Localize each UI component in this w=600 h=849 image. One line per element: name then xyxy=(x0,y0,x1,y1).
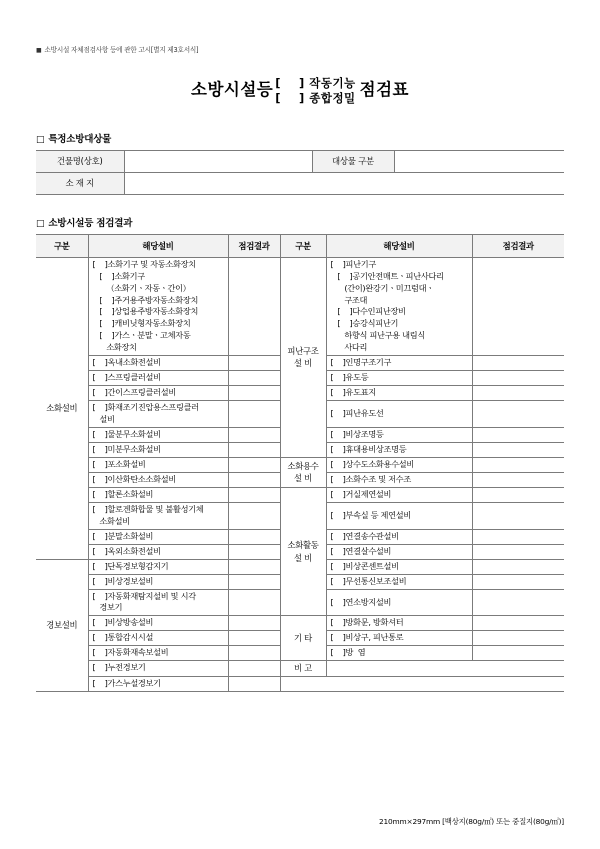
result-cell-left[interactable] xyxy=(228,442,280,457)
equipment-cell-left[interactable] xyxy=(88,589,228,616)
category-cell-right xyxy=(280,661,326,676)
category-line: 피난구조 xyxy=(287,346,319,357)
category-line: 설 비 xyxy=(294,358,312,369)
title-suffix: 점검표 xyxy=(359,80,409,99)
result-cell-left[interactable] xyxy=(228,257,280,355)
equipment-line: [ ]포소화설비 xyxy=(92,458,146,469)
equipment-line: [ ]유도등 xyxy=(330,372,369,383)
equipment-line: [ ]캐비닛형자동소화장치 xyxy=(92,318,191,329)
table-row xyxy=(36,487,564,502)
equipment-cell-right[interactable] xyxy=(326,529,472,544)
equipment-line: [ ]옥외소화전설비 xyxy=(92,545,161,556)
equipment-line: [ ]비상콘센트설비 xyxy=(330,560,399,571)
equipment-cell-right[interactable] xyxy=(326,442,472,457)
equipment-cell-right[interactable] xyxy=(326,401,472,428)
result-cell-left[interactable] xyxy=(228,487,280,502)
equipment-cell-left[interactable] xyxy=(88,502,228,529)
equipment-cell-left[interactable] xyxy=(88,574,228,589)
equipment-line: [ ]거실제연설비 xyxy=(330,488,392,499)
equipment-line: [ ]승강식피난기 xyxy=(330,318,399,329)
result-cell-right[interactable] xyxy=(472,574,564,589)
equipment-line: [ ]단독경보형감지기 xyxy=(92,560,169,571)
result-cell-left[interactable] xyxy=(228,457,280,472)
equipment-line: [ ]누전경보기 xyxy=(92,662,146,673)
equipment-line: [ ]피난유도선 xyxy=(330,407,384,418)
equipment-cell-left[interactable] xyxy=(88,442,228,457)
equipment-line: 소화장치 xyxy=(92,342,137,353)
equipment-line: [ ]부속실 등 제연설비 xyxy=(330,509,411,520)
result-cell-right[interactable] xyxy=(472,646,564,661)
equipment-cell-left[interactable] xyxy=(88,457,228,472)
equipment-line: [ ]간이스프링클러설비 xyxy=(92,387,176,398)
result-cell-left[interactable] xyxy=(228,472,280,487)
equipment-line: [ ]가스누설경보기 xyxy=(92,677,161,688)
inspection-result-table xyxy=(36,234,564,692)
target-building-table xyxy=(36,150,564,195)
section-heading-inspection-result xyxy=(36,215,564,229)
equipment-line: 경보기 xyxy=(92,602,123,613)
result-cell-right[interactable] xyxy=(472,457,564,472)
equipment-cell-left[interactable] xyxy=(88,356,228,371)
equipment-line: [ ]공기안전매트ㆍ피난사다리 xyxy=(330,270,444,281)
equipment-cell-right[interactable] xyxy=(326,544,472,559)
inspection-result-body xyxy=(36,257,564,691)
equipment-line: [ ]분말소화설비 xyxy=(92,530,154,541)
result-cell-right[interactable] xyxy=(472,544,564,559)
equipment-line: [ ]할론소화설비 xyxy=(92,488,154,499)
equipment-line: [ ]연소방지설비 xyxy=(330,596,392,607)
title-option-comprehensive: [ ] 종합정밀 xyxy=(275,90,356,105)
equipment-cell-left[interactable] xyxy=(88,661,228,676)
equipment-line: [ ]무선통신보조설비 xyxy=(330,575,407,586)
col-header-equipment-left: 해당설비 xyxy=(88,234,228,257)
equipment-cell-right[interactable] xyxy=(326,589,472,616)
table-header-row xyxy=(36,234,564,257)
equipment-line: [ ]연결송수관설비 xyxy=(330,530,399,541)
table-row xyxy=(36,616,564,631)
result-cell-left[interactable] xyxy=(228,574,280,589)
result-cell-left[interactable] xyxy=(228,427,280,442)
equipment-cell-right[interactable] xyxy=(326,502,472,529)
table-row xyxy=(36,150,564,172)
table-row xyxy=(36,172,564,194)
equipment-line: [ ]자동화재탐지설비 및 시각 xyxy=(92,590,196,601)
result-cell-left[interactable] xyxy=(228,559,280,574)
equipment-line: [ ]상수도소화용수설비 xyxy=(330,458,414,469)
equipment-line: 설비 xyxy=(92,413,115,424)
equipment-cell-left[interactable] xyxy=(88,472,228,487)
equipment-line: [ ]옥내소화전설비 xyxy=(92,357,161,368)
equipment-line: [ ]주거용주방자동소화장치 xyxy=(92,294,199,305)
building-name-value[interactable] xyxy=(124,150,312,172)
equipment-line: [ ]화재조기진압용스프링클러 xyxy=(92,402,199,412)
result-cell-right[interactable] xyxy=(472,386,564,401)
category-cell-left: 경보설비 xyxy=(36,559,88,691)
equipment-cell-left[interactable] xyxy=(88,386,228,401)
equipment-cell-right[interactable] xyxy=(326,371,472,386)
equipment-line: [ ]휴대용비상조명등 xyxy=(330,443,407,454)
address-value[interactable] xyxy=(124,172,564,194)
result-cell-left[interactable] xyxy=(228,502,280,529)
result-cell-right[interactable] xyxy=(472,257,564,355)
equipment-cell-right[interactable] xyxy=(326,257,472,355)
result-cell-left[interactable] xyxy=(228,646,280,661)
equipment-cell-right[interactable] xyxy=(326,472,472,487)
category-line: 설 비 xyxy=(294,473,312,484)
equipment-line: [ ]소화기구 및 자동소화장치 xyxy=(92,258,196,269)
remarks-cell[interactable] xyxy=(326,661,564,676)
table-row xyxy=(36,257,564,355)
equipment-line: 소화설비 xyxy=(92,515,130,526)
result-cell-right[interactable] xyxy=(472,529,564,544)
equipment-cell-left[interactable] xyxy=(88,544,228,559)
result-cell-right[interactable] xyxy=(472,589,564,616)
square-outline-icon: □ xyxy=(36,134,45,145)
equipment-line: [ ]비상경보설비 xyxy=(92,575,154,586)
equipment-line: （소화기ㆍ자동ㆍ간이） xyxy=(92,282,191,293)
result-cell-left[interactable] xyxy=(228,616,280,631)
equipment-line: [ ]자동화재속보설비 xyxy=(92,647,169,658)
table-row xyxy=(36,661,564,676)
category-line: 기 타 xyxy=(294,633,312,644)
equipment-line: [ ]비상방송설비 xyxy=(92,617,154,628)
result-cell-right[interactable] xyxy=(472,356,564,371)
equipment-line: [ ]상업용주방자동소화장치 xyxy=(92,306,199,317)
result-cell-right[interactable] xyxy=(472,427,564,442)
category-line: 설 비 xyxy=(294,552,312,563)
equipment-line: [ ]스프링클러설비 xyxy=(92,372,161,383)
result-cell-right[interactable] xyxy=(472,371,564,386)
equipment-line: [ ]비상조명등 xyxy=(330,428,384,439)
category-line: 소화용수 xyxy=(287,461,319,472)
result-cell-left[interactable] xyxy=(228,529,280,544)
result-cell-left[interactable] xyxy=(228,356,280,371)
result-cell-right[interactable] xyxy=(472,487,564,502)
equipment-cell-left[interactable] xyxy=(88,529,228,544)
equipment-cell-right[interactable] xyxy=(326,631,472,646)
result-cell-right[interactable] xyxy=(472,401,564,428)
equipment-line: (간이)완강기ㆍ미끄럼대ㆍ xyxy=(330,282,434,293)
equipment-cell-right[interactable] xyxy=(326,616,472,631)
building-type-label: 대상물 구분 xyxy=(312,150,394,172)
equipment-line: [ ]비상구, 피난통로 xyxy=(330,632,404,643)
equipment-cell-right[interactable] xyxy=(326,356,472,371)
category-cell-left: 소화설비 xyxy=(36,257,88,559)
category-cell-right xyxy=(280,616,326,661)
section1-heading-text: 특정소방대상물 xyxy=(48,133,112,145)
col-header-result-right: 점검결과 xyxy=(472,234,564,257)
square-outline-icon: □ xyxy=(36,218,45,229)
equipment-line: [ ]소화기구 xyxy=(92,270,145,281)
equipment-cell-left[interactable] xyxy=(88,371,228,386)
equipment-line: 사다리 xyxy=(330,342,368,353)
equipment-line: 구조대 xyxy=(330,294,368,305)
title-checkbox-group xyxy=(275,76,355,105)
equipment-line: [ ]소화수조 및 저수조 xyxy=(330,473,411,484)
result-cell-left[interactable] xyxy=(228,386,280,401)
equipment-cell-left[interactable] xyxy=(88,631,228,646)
result-cell-left[interactable] xyxy=(228,631,280,646)
col-header-result-left: 점검결과 xyxy=(228,234,280,257)
result-cell-left[interactable] xyxy=(228,676,280,691)
equipment-cell-right[interactable] xyxy=(326,386,472,401)
form-reference-note xyxy=(36,44,564,54)
equipment-cell-left[interactable] xyxy=(88,616,228,631)
result-cell-right[interactable] xyxy=(472,472,564,487)
section-heading-target-building xyxy=(36,131,564,145)
result-cell-right[interactable] xyxy=(472,442,564,457)
table-row xyxy=(36,676,564,691)
equipment-line: [ ]물분무소화설비 xyxy=(92,428,161,439)
paper-spec-note: 210mm×297mm [백상지(80g/㎡) 또는 중질지(80g/㎡)] xyxy=(378,817,564,826)
equipment-line: [ ]가스ㆍ분말ㆍ고체자동 xyxy=(92,330,191,341)
table-row xyxy=(36,457,564,472)
equipment-line: [ ]다수인피난장비 xyxy=(330,306,406,317)
equipment-cell-left[interactable] xyxy=(88,427,228,442)
result-cell-left[interactable] xyxy=(228,589,280,616)
category-line: 소화활동 xyxy=(287,540,319,551)
col-header-category-right: 구분 xyxy=(280,234,326,257)
equipment-cell-right[interactable] xyxy=(326,427,472,442)
equipment-line: [ ]유도표지 xyxy=(330,387,376,398)
equipment-cell-left[interactable] xyxy=(88,257,228,355)
equipment-cell-left[interactable] xyxy=(88,559,228,574)
equipment-cell-right[interactable] xyxy=(326,457,472,472)
address-label: 소 재 지 xyxy=(36,172,124,194)
equipment-cell-left[interactable] xyxy=(88,676,228,691)
building-type-value[interactable] xyxy=(394,150,564,172)
result-cell-right[interactable] xyxy=(472,502,564,529)
equipment-line: [ ]방 염 xyxy=(330,647,366,658)
title-option-operational: [ ] 작동기능 xyxy=(275,76,356,91)
col-header-category-left: 구분 xyxy=(36,234,88,257)
equipment-line: [ ]피난기구 xyxy=(330,258,376,269)
category-cell-right xyxy=(280,257,326,457)
equipment-line: [ ]인명구조기구 xyxy=(330,357,392,368)
category-cell-right xyxy=(280,457,326,487)
page-title xyxy=(36,76,564,105)
square-bullet-icon: ■ xyxy=(36,47,42,54)
result-cell-right[interactable] xyxy=(472,631,564,646)
result-cell-left[interactable] xyxy=(228,544,280,559)
equipment-line: [ ]할로겐화합물 및 불활성기체 xyxy=(92,503,204,514)
result-cell-left[interactable] xyxy=(228,401,280,428)
equipment-line: [ ]미분무소화설비 xyxy=(92,443,161,454)
col-header-equipment-right: 해당설비 xyxy=(326,234,472,257)
equipment-cell-right[interactable] xyxy=(326,559,472,574)
result-cell-right[interactable] xyxy=(472,616,564,631)
equipment-cell-right[interactable] xyxy=(326,487,472,502)
equipment-cell-left[interactable] xyxy=(88,646,228,661)
form-reference-text: 소방시설 자체점검사항 등에 관한 고시[별지 제3호서식] xyxy=(44,46,199,54)
equipment-line: [ ]방화문, 방화셔터 xyxy=(330,617,404,628)
building-name-label: 건물명(상호) xyxy=(36,150,124,172)
empty-cell-right xyxy=(280,676,564,691)
category-cell-right xyxy=(280,487,326,616)
section2-heading-text: 소방시설등 점검결과 xyxy=(48,217,133,229)
equipment-line: 하향식 피난구용 내림식 xyxy=(330,330,426,341)
title-prefix: 소방시설등 xyxy=(191,80,274,99)
category-line: 비 고 xyxy=(294,663,312,674)
equipment-line: [ ]연결살수설비 xyxy=(330,545,392,556)
result-cell-left[interactable] xyxy=(228,661,280,676)
result-cell-right[interactable] xyxy=(472,559,564,574)
equipment-line: [ ]이산화탄소소화설비 xyxy=(92,473,176,484)
result-cell-left[interactable] xyxy=(228,371,280,386)
equipment-cell-left[interactable] xyxy=(88,487,228,502)
equipment-cell-right[interactable] xyxy=(326,574,472,589)
equipment-line: [ ]통합감시시설 xyxy=(92,632,154,643)
equipment-cell-left[interactable] xyxy=(88,401,228,428)
equipment-cell-right[interactable] xyxy=(326,646,472,661)
